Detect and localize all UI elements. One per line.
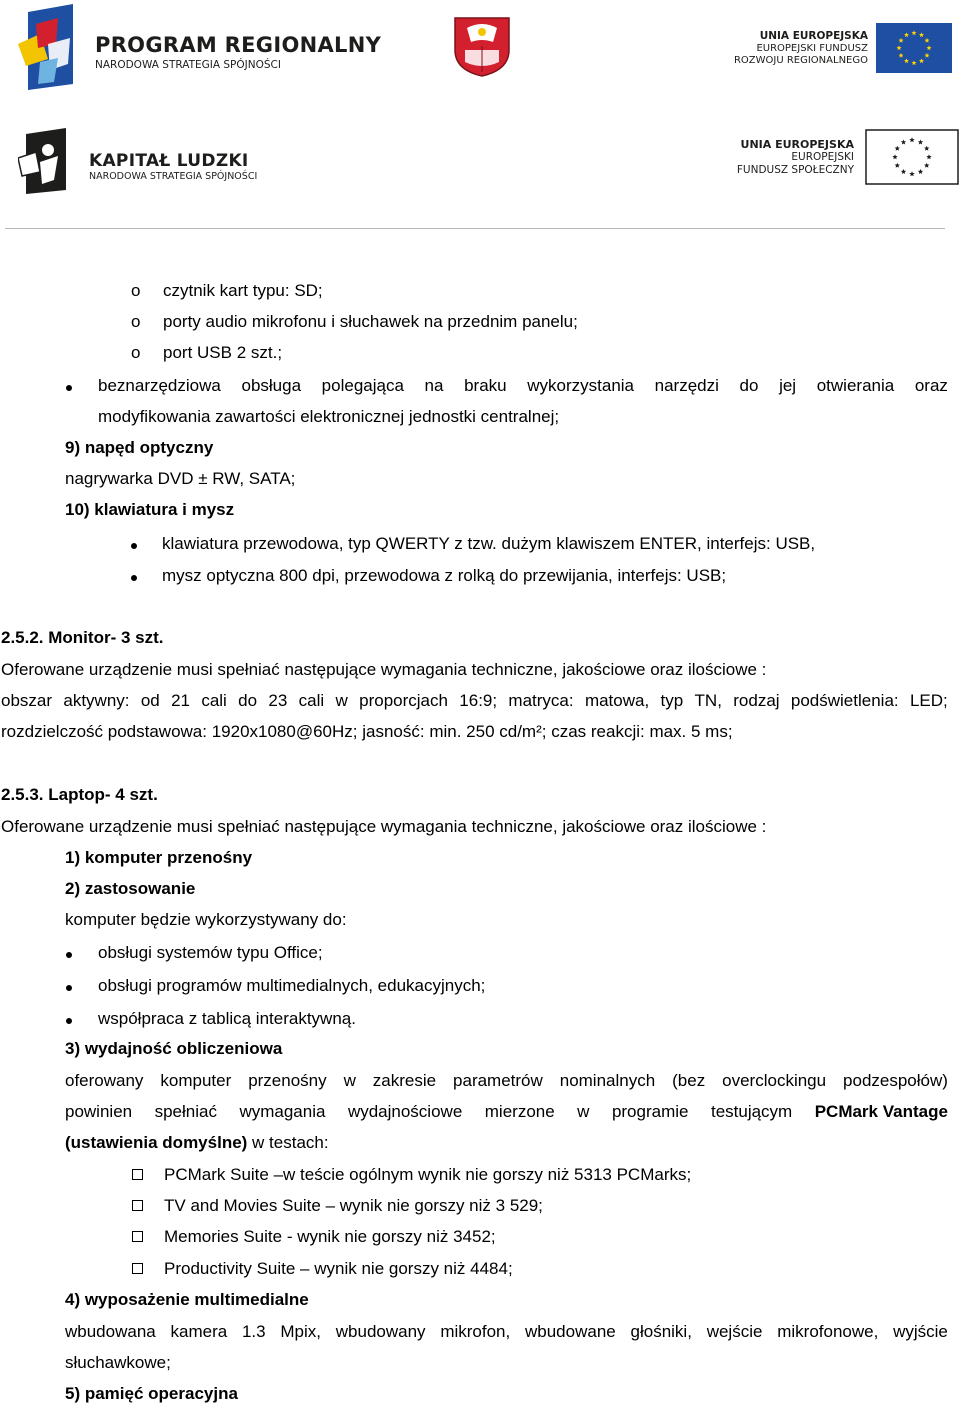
eu-fund-2-line1: UNIA EUROPEJSKA [740, 138, 854, 151]
word: 23 [268, 691, 288, 710]
word: 1.3 [241, 1322, 266, 1341]
word: do [739, 376, 759, 395]
word: mikrofon, [440, 1322, 511, 1341]
bold-phrase: PCMark Vantage [814, 1102, 948, 1121]
eu-fund-2-text [737, 138, 854, 177]
line-mouse: mysz optyczna 800 dpi, przewodowa z rolką do przewijania, interfejs: USB; [162, 566, 727, 585]
word: polegająca [321, 376, 404, 395]
line-performance-3 [65, 1133, 329, 1153]
line-multimedia-2: słuchawkowe; [65, 1353, 171, 1372]
word: przenośny [248, 1071, 327, 1090]
line-usage-office: obsługi systemów typu Office; [98, 943, 323, 962]
bullet-dot [131, 534, 137, 554]
word: podświetlenia: [790, 691, 899, 710]
program-title: PROGRAM REGIONALNY [95, 33, 382, 57]
line-requirements-laptop: Oferowane urządzenie musi spełniać następujące wymagania techniczne, jakościowe oraz ilościowe : [1, 817, 767, 836]
heading-usage: 2) zastosowanie [65, 879, 196, 898]
word: komputer [160, 1071, 232, 1090]
word: od [140, 691, 160, 710]
word: wykorzystania [527, 376, 635, 395]
word: (bez [672, 1071, 706, 1090]
word: programie [611, 1102, 689, 1121]
bullet-dot [66, 1009, 72, 1029]
line-audio-ports: porty audio mikrofonu i słuchawek na przednim panelu; [163, 312, 578, 331]
eu-fund-1-line2: EUROPEJSKI FUNDUSZ [756, 43, 868, 54]
checkbox-square-icon [132, 1227, 143, 1247]
word: mikrofonowe, [777, 1322, 879, 1341]
word: obsługa [241, 376, 302, 395]
line-performance-1 [65, 1071, 948, 1091]
bullet-dot [131, 566, 137, 586]
word: w [577, 1102, 590, 1121]
word: beznarzędziowa [98, 376, 221, 395]
eu-fund-1-line3: ROZWOJU REGIONALNEGO [733, 55, 868, 66]
line-usb-ports: port USB 2 szt.; [163, 343, 283, 362]
word: parametrów [453, 1071, 543, 1090]
heading-optical-drive: 9) napęd optyczny [65, 438, 214, 457]
line-toolless [98, 376, 948, 396]
heading-memory: 5) pamięć operacyjna [65, 1384, 238, 1403]
word: typ [660, 691, 684, 710]
line-multimedia-1 [65, 1322, 948, 1342]
line-performance-2 [65, 1102, 948, 1122]
word: testującym [710, 1102, 793, 1121]
word: braku [464, 376, 507, 395]
eu-flag-icon [876, 23, 952, 73]
performance-settings-rest: w testach: [247, 1133, 329, 1152]
line-test-productivity: Productivity Suite – wynik nie gorszy niż 4484; [164, 1259, 513, 1278]
word: cali [201, 691, 227, 710]
word: wbudowany [335, 1322, 426, 1341]
line-requirements-monitor: Oferowane urządzenie musi spełniać następujące wymagania techniczne, jakościowe oraz ilościowe : [1, 660, 767, 679]
section-monitor: 2.5.2. Monitor- 3 szt. [1, 628, 164, 647]
header-divider [5, 228, 945, 229]
word: obszar [1, 691, 53, 710]
word: podzespołów) [843, 1071, 948, 1090]
word: wyjście [893, 1322, 948, 1341]
word: wydajnościowe [347, 1102, 463, 1121]
word: matowa, [584, 691, 650, 710]
word: oraz [914, 376, 948, 395]
page-header [0, 0, 960, 230]
word: Mpix, [280, 1322, 321, 1341]
line-usage-whiteboard: współpraca z tablicą interaktywną. [98, 1009, 356, 1028]
word: na [424, 376, 444, 395]
word: głośniki, [630, 1322, 692, 1341]
program-subtitle: NARODOWA STRATEGIA SPÓJNOŚCI [95, 59, 281, 71]
heading-multimedia: 4) wyposażenie multimedialne [65, 1290, 309, 1309]
heading-keyboard-mouse: 10) klawiatura i mysz [65, 500, 235, 519]
bullet-dot [66, 976, 72, 996]
coat-of-arms-icon [453, 16, 511, 78]
program-regionalny-logo-icon [18, 4, 78, 94]
performance-settings-bold: (ustawienia domyślne) [65, 1133, 248, 1152]
word: proporcjach [359, 691, 448, 710]
word: LED; [909, 691, 948, 710]
line-test-memories: Memories Suite - wynik nie gorszy niż 3452; [164, 1227, 496, 1246]
bullet-dot [66, 376, 72, 396]
line-dvd: nagrywarka DVD ± RW, SATA; [65, 469, 296, 488]
section-laptop: 2.5.3. Laptop- 4 szt. [1, 785, 158, 804]
eu-flag-outline-icon [865, 129, 959, 185]
word: wejście [706, 1322, 763, 1341]
eu-fund-2-line2: EUROPEJSKI [791, 151, 854, 163]
word: wbudowane [525, 1322, 616, 1341]
bullet-dot [66, 943, 72, 963]
eu-fund-1-line1: UNIA EUROPEJSKA [759, 30, 868, 42]
line-test-pcmark: PCMark Suite –w teście ogólnym wynik nie gorszy niż 5313 PCMarks; [164, 1165, 692, 1184]
line-test-tv-movies: TV and Movies Suite – wynik nie gorszy niż 3 529; [164, 1196, 543, 1215]
line-monitor-specs [1, 691, 948, 711]
word: cali [298, 691, 325, 710]
word: wymagania [239, 1102, 326, 1121]
word: overclockingu [722, 1071, 827, 1090]
word: w [335, 691, 348, 710]
line-keyboard: klawiatura przewodowa, typ QWERTY z tzw. dużym klawiszem ENTER, interfejs: USB, [162, 534, 816, 553]
heading-performance: 3) wydajność obliczeniowa [65, 1039, 283, 1058]
line-monitor-specs-cont: rozdzielczość podstawowa: 1920x1080@60Hz; jasność: min. 250 cd/m²; czas reakcji: max. 5 ms; [1, 722, 733, 741]
word: oferowany [65, 1071, 144, 1090]
word: mierzone [484, 1102, 555, 1121]
line-usage-intro: komputer będzie wykorzystywany do: [65, 910, 347, 929]
kapital-subtitle: NARODOWA STRATEGIA SPÓJNOŚCI [89, 171, 258, 182]
heading-laptop: 1) komputer przenośny [65, 848, 253, 867]
kapital-ludzki-logo-icon [18, 128, 70, 196]
word: zakresie [372, 1071, 437, 1090]
word: wbudowana [65, 1322, 156, 1341]
sub-bullet-marker: o [131, 343, 141, 362]
word: matryca: [508, 691, 574, 710]
word: rodzaj [733, 691, 780, 710]
word: kamera [170, 1322, 228, 1341]
checkbox-square-icon [132, 1196, 143, 1216]
line-usage-multimedia: obsługi programów multimedialnych, edukacyjnych; [98, 976, 486, 995]
word: otwierania [816, 376, 895, 395]
kapital-title: KAPITAŁ LUDZKI [89, 151, 249, 171]
word: aktywny: [63, 691, 130, 710]
line-card-reader: czytnik kart typu: SD; [163, 281, 323, 300]
word: powinien [65, 1102, 133, 1121]
line-toolless-cont: modyfikowania zawartości elektronicznej jednostki centralnej; [98, 407, 560, 426]
checkbox-square-icon [132, 1259, 143, 1279]
sub-bullet-marker: o [131, 281, 141, 300]
word: 16:9; [459, 691, 498, 710]
word: TN, [694, 691, 722, 710]
word: do [238, 691, 258, 710]
word: jej [779, 376, 797, 395]
word: spełniać [154, 1102, 217, 1121]
checkbox-square-icon [132, 1165, 143, 1185]
eu-fund-1-text [734, 30, 868, 67]
word: narzędzi [654, 376, 719, 395]
word: 21 [171, 691, 190, 710]
word: w [343, 1071, 356, 1090]
eu-fund-2-line3: FUNDUSZ SPOŁECZNY [736, 164, 854, 176]
word: nominalnych [559, 1071, 656, 1090]
sub-bullet-marker: o [131, 312, 141, 331]
